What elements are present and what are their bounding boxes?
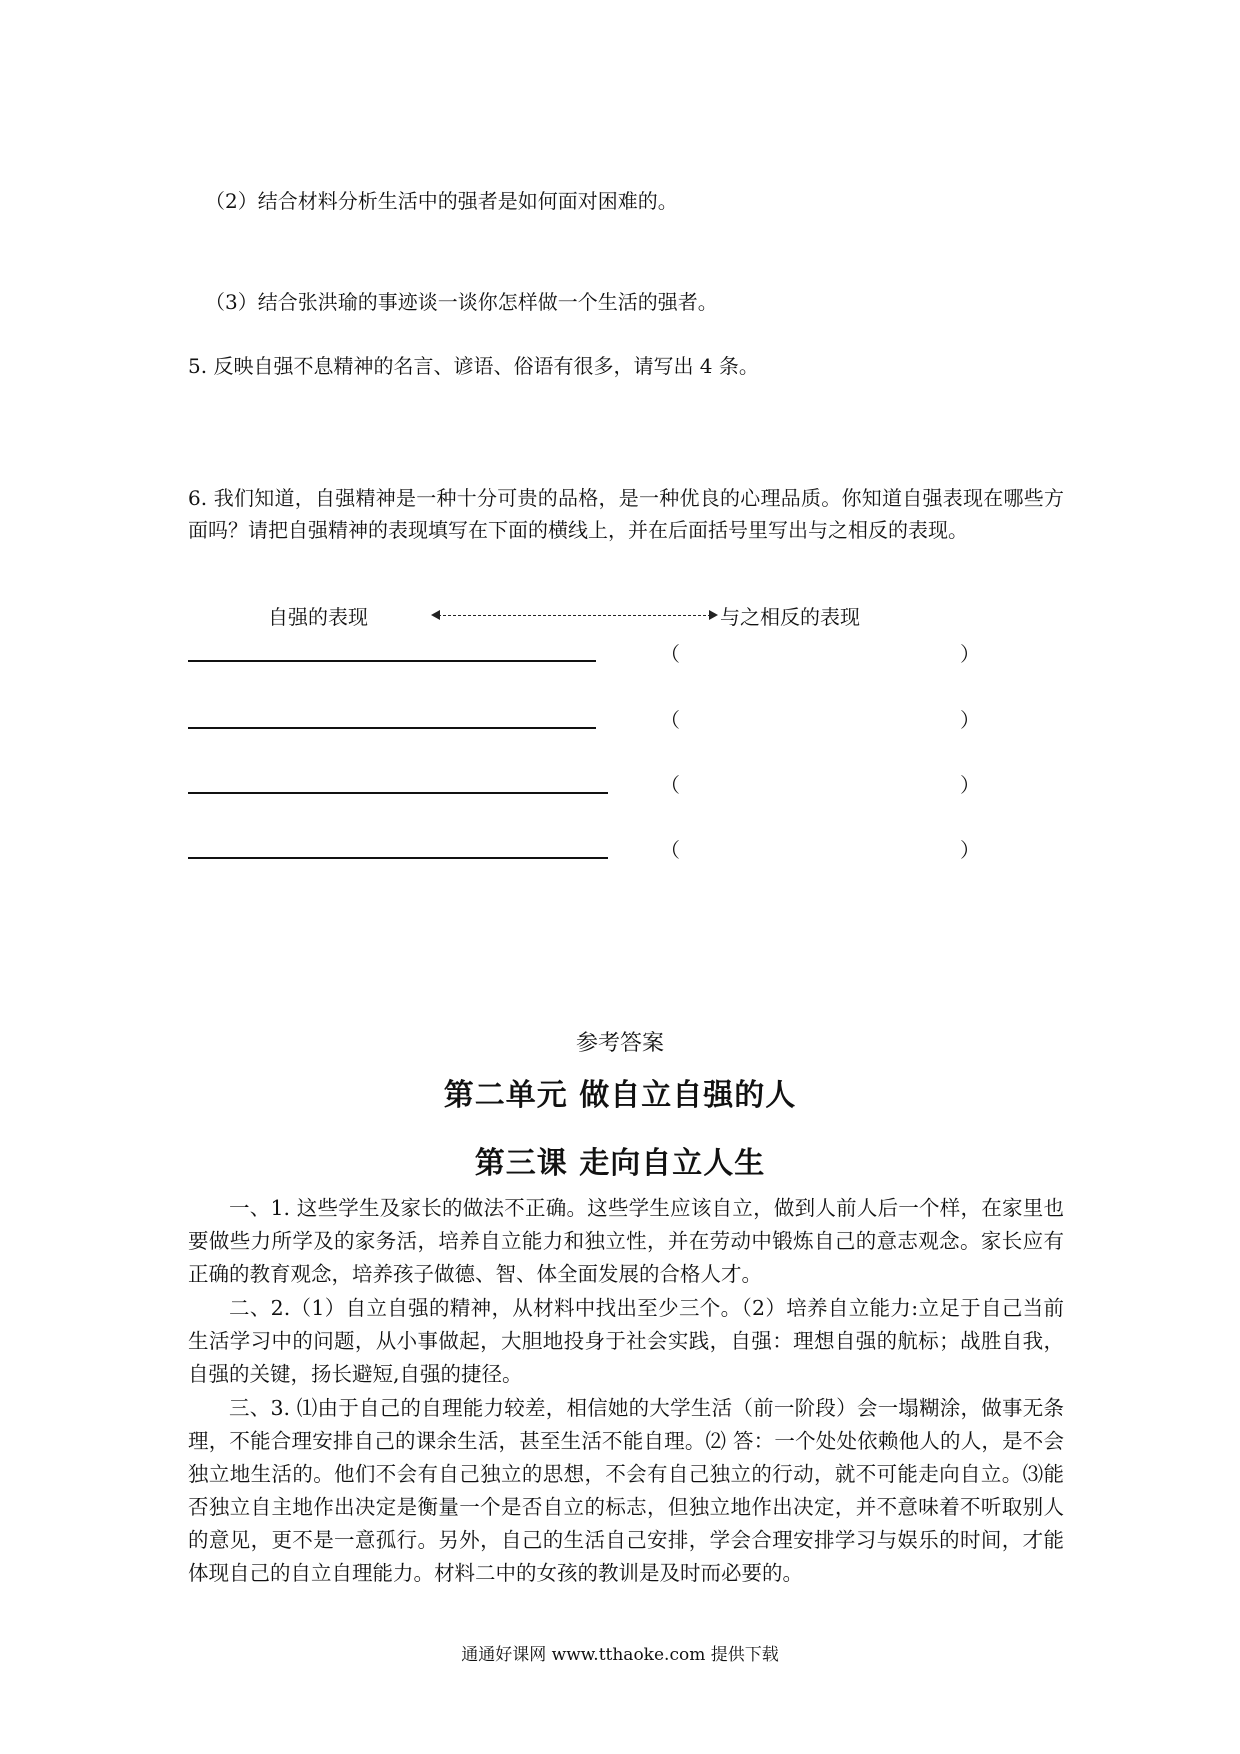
open-paren-1: （ [660, 642, 680, 666]
answer-key-label: 参考答案 [575, 1031, 664, 1056]
answer-blank-line-2[interactable] [188, 727, 596, 729]
right-column-header: 与之相反的表现 [720, 605, 860, 629]
lesson-title: 第三课 走向自立人生 [474, 1146, 766, 1181]
answer-paragraph-3: 三、3. ⑴由于自己的自理能力较差，相信她的大学生活（前一阶段）会一塌糊涂，做事无条理，不能合理安排自己的课余生活，甚至生活不能自理。⑵ 答：一个处处依赖他人的人，是不会独立地生活的。他们不会有自己独立的思想，不会有自己独立的行动，就不可能走向自立。⑶能否独立自主地作出决定是衡量一个是否自立的标志，但独立地作出决定，并不意味着不听取别人的意见，更不是一意孤行。另外，自己的生活自己安排，学会合理安排学习与娱乐的时间，才能体现自己的自立自理能力。材料二中的女孩的教训是及时而必要的。 [188, 1396, 1064, 1585]
page-footer: 通通好课网 www.tthaoke.com 提供下载 [461, 1645, 779, 1665]
question-5: 5. 反映自强不息精神的名言、谚语、俗语有很多，请写出 4 条。 [188, 354, 759, 378]
question-4-2: （2）结合材料分析生活中的强者是如何面对困难的。 [205, 189, 678, 213]
answer-blank-line-3[interactable] [188, 792, 608, 794]
close-paren-4: ） [960, 838, 980, 862]
answer-blank-line-4[interactable] [188, 857, 608, 859]
question-6: 6. 我们知道，自强精神是一种十分可贵的品格，是一种优良的心理品质。你知道自强表现在哪些方面吗？请把自强精神的表现填写在下面的横线上，并在后面括号里写出与之相反的表现。 [188, 486, 1064, 542]
answer-paragraph-1: 一、1. 这些学生及家长的做法不正确。这些学生应该自立，做到人前人后一个样，在家里也要做些力所学及的家务活，培养自立能力和独立性，并在劳动中锻炼自己的意志观念。家长应有正确的教育观念，培养孩子做德、智、体全面发展的合格人才。 [188, 1196, 1064, 1286]
open-paren-3: （ [660, 773, 680, 797]
answer-blank-line-1[interactable] [188, 660, 596, 662]
close-paren-2: ） [960, 708, 980, 732]
question-4-3: （3）结合张洪瑜的事迹谈一谈你怎样做一个生活的强者。 [205, 290, 718, 314]
open-paren-2: （ [660, 708, 680, 732]
close-paren-1: ） [960, 642, 980, 666]
double-arrow-icon [433, 615, 716, 616]
close-paren-3: ） [960, 773, 980, 797]
unit-title: 第二单元 做自立自强的人 [443, 1078, 797, 1113]
answer-paragraph-2: 二、2.（1）自立自强的精神，从材料中找出至少三个。（2）培养自立能力:立足于自己当前生活学习中的问题，从小事做起，大胆地投身于社会实践，自强：理想自强的航标；战胜自我，自强的关键，扬长避短,自强的捷径。 [188, 1296, 1064, 1386]
left-column-header: 自强的表现 [268, 605, 368, 629]
open-paren-4: （ [660, 838, 680, 862]
